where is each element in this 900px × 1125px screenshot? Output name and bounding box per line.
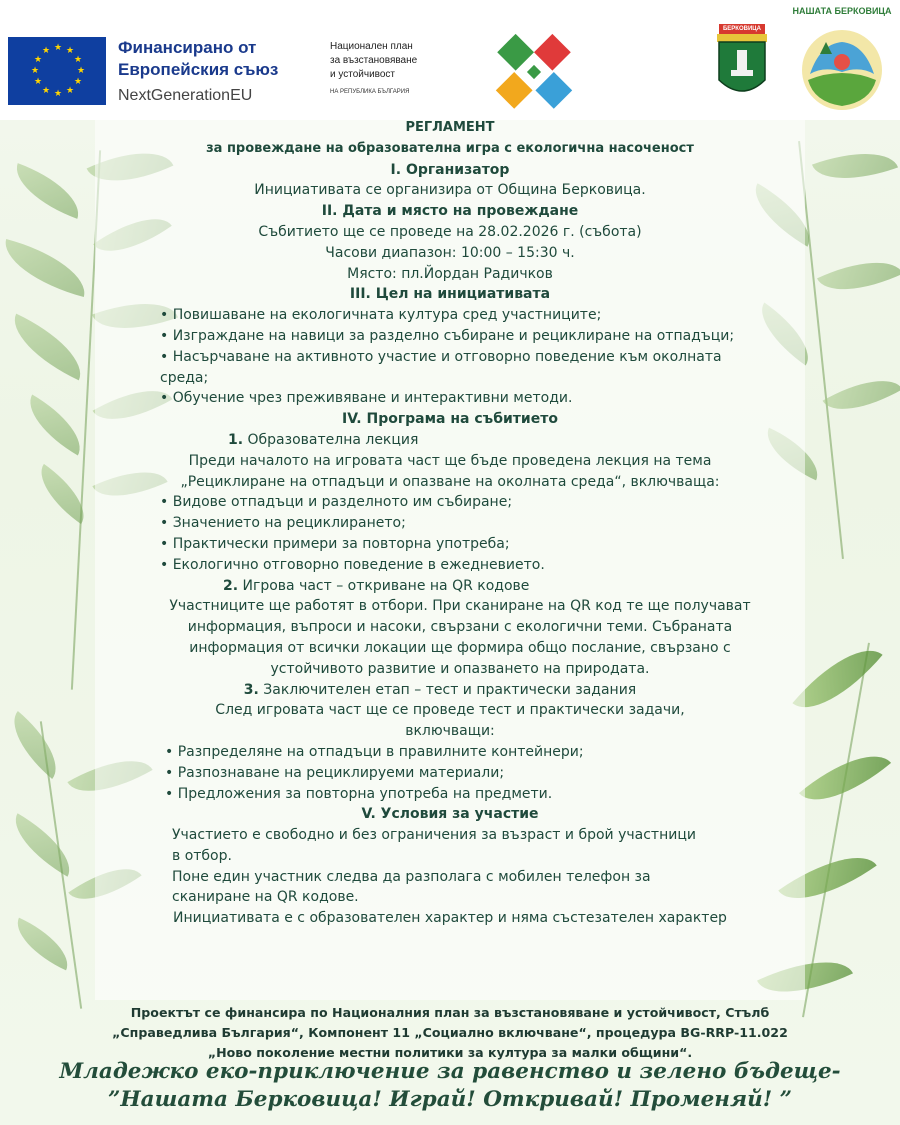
step-title: Игрова част – откриване на QR кодове — [242, 577, 530, 594]
document-subtitle: за провеждане на образователна игра с екологична насоченост — [206, 140, 694, 156]
program-step-1-text: Преди началото на игровата част ще бъде проведена лекция на тема „Рециклиране на отпадъци и опазване на околната среда“, включваща: — [180, 452, 720, 490]
lecture-bullet: • Видове отпадъци и разделното им събиране; — [160, 494, 513, 511]
program-step-1-title — [140, 430, 760, 451]
nb-logo-label: НАШАТА БЕРКОВИЦА — [792, 6, 892, 16]
section-conditions-title: V. Условия за участие — [361, 806, 539, 823]
document-title: РЕГЛАМЕНТ — [405, 120, 495, 135]
step-number: 1. — [228, 431, 244, 448]
section-organizer-text: Инициативата се организира от Община Берковица. — [254, 182, 646, 199]
goal-bullet: • Повишаване на екологичната култура сред участниците; — [160, 307, 602, 324]
funding-footer — [20, 1003, 880, 1063]
footer-line-2: „Справедлива България“, Компонент 11 „Социално включване“, процедура BG-RRP-11.022 — [112, 1025, 788, 1040]
step-number: 2. — [223, 577, 239, 594]
regulation-document — [140, 118, 760, 929]
event-place: Място: пл.Йордан Радичков — [347, 265, 553, 282]
slogan-line-2: ”Нашата Берковица! Играй! Откривай! Променяй! ” — [107, 1087, 793, 1112]
program-step-2-text: Участниците ще работят в отбори. При сканиране на QR код те ще получават информация, въпроси и насоки, свързани с екологични теми. Събраната информация от всички локации ще формира общо послание, свързано с устойчивото развитие и опазването на природата. — [169, 598, 751, 677]
condition-paragraph: Инициативата е с образователен характер и няма състезателен характер — [173, 910, 727, 927]
goal-bullet: • Изграждане на навици за разделно събиране и рециклиране на отпадъци; — [160, 327, 735, 344]
program-step-3-title — [140, 680, 760, 701]
project-slogan — [10, 1058, 890, 1114]
np-line-1: Национален план — [330, 41, 413, 52]
eu-line-2: Европейския съюз — [118, 60, 279, 79]
lecture-bullet: • Значението на рециклирането; — [160, 515, 406, 532]
national-plan-label — [330, 40, 450, 82]
header-logos — [0, 0, 900, 120]
section-program-title: IV. Програма на събитието — [342, 411, 558, 428]
event-date: Събитието ще се проведе на 28.02.2026 г. (събота) — [258, 223, 642, 240]
condition-paragraph: Участието е свободно и без ограничения за възраст и брой участници в отбор. — [172, 827, 696, 864]
national-plan-logo-icon — [480, 18, 588, 126]
footer-line-1: Проектът се финансира по Националния план за възстановяване и устойчивост, Стълб — [130, 1005, 770, 1020]
step-title: Образователна лекция — [247, 431, 419, 448]
np-line-2: за възстановяване — [330, 55, 418, 66]
footer-line-3: „Ново поколение местни политики за култура за малки общини“. — [207, 1045, 693, 1060]
lecture-bullet: • Практически примери за повторна употреба; — [160, 535, 510, 552]
section-goal-title: III. Цел на инициативата — [349, 286, 551, 303]
goal-bullet: • Обучение чрез преживяване и интерактивни методи. — [160, 390, 573, 407]
condition-paragraph: Поне един участник следва да разполага с мобилен телефон за сканиране на QR кодове. — [172, 868, 651, 906]
eu-line-1: Финансирано от — [118, 38, 257, 57]
slogan-line-1: Младежко еко-приключение за равенство и зелено бъдеще- — [59, 1059, 841, 1084]
task-bullet: • Предложения за повторна употреба на предмети. — [165, 785, 553, 802]
section-organizer-title: I. Организатор — [390, 161, 510, 178]
nashata-berkovitsa-logo-icon — [790, 14, 894, 118]
eu-flag-icon: ★ ★ ★ ★ ★ ★ ★ ★ ★ ★ ★ ★ — [8, 37, 106, 105]
crest-label: БЕРКОВИЦА — [722, 26, 761, 32]
task-bullet: • Разпределяне на отпадъци в правилните контейнери; — [165, 743, 584, 760]
step-title: Заключителен етап – тест и практически задания — [263, 681, 637, 698]
next-generation-eu-label: NextGenerationEU — [118, 87, 253, 104]
program-step-3-text: След игровата част ще се проведе тест и практически задачи, включващи: — [215, 702, 685, 740]
task-bullet: • Разпознаване на рециклируеми материали; — [165, 764, 505, 781]
np-country-label: НА РЕПУБЛИКА БЪЛГАРИЯ — [330, 89, 410, 95]
eu-funding-label — [118, 37, 278, 81]
section-date-place-title: II. Дата и място на провеждане — [321, 203, 579, 220]
event-time: Часови диапазон: 10:00 – 15:30 ч. — [325, 244, 575, 261]
program-step-2-title — [140, 576, 760, 597]
step-number: 3. — [243, 681, 259, 698]
berkovitsa-crest-icon — [715, 22, 769, 102]
np-line-3: и устойчивост — [330, 69, 396, 80]
lecture-bullet: • Екологично отговорно поведение в ежедневието. — [160, 556, 545, 573]
goal-bullet: • Насърчаване на активното участие и отговорно поведение към околната среда; — [160, 348, 722, 386]
